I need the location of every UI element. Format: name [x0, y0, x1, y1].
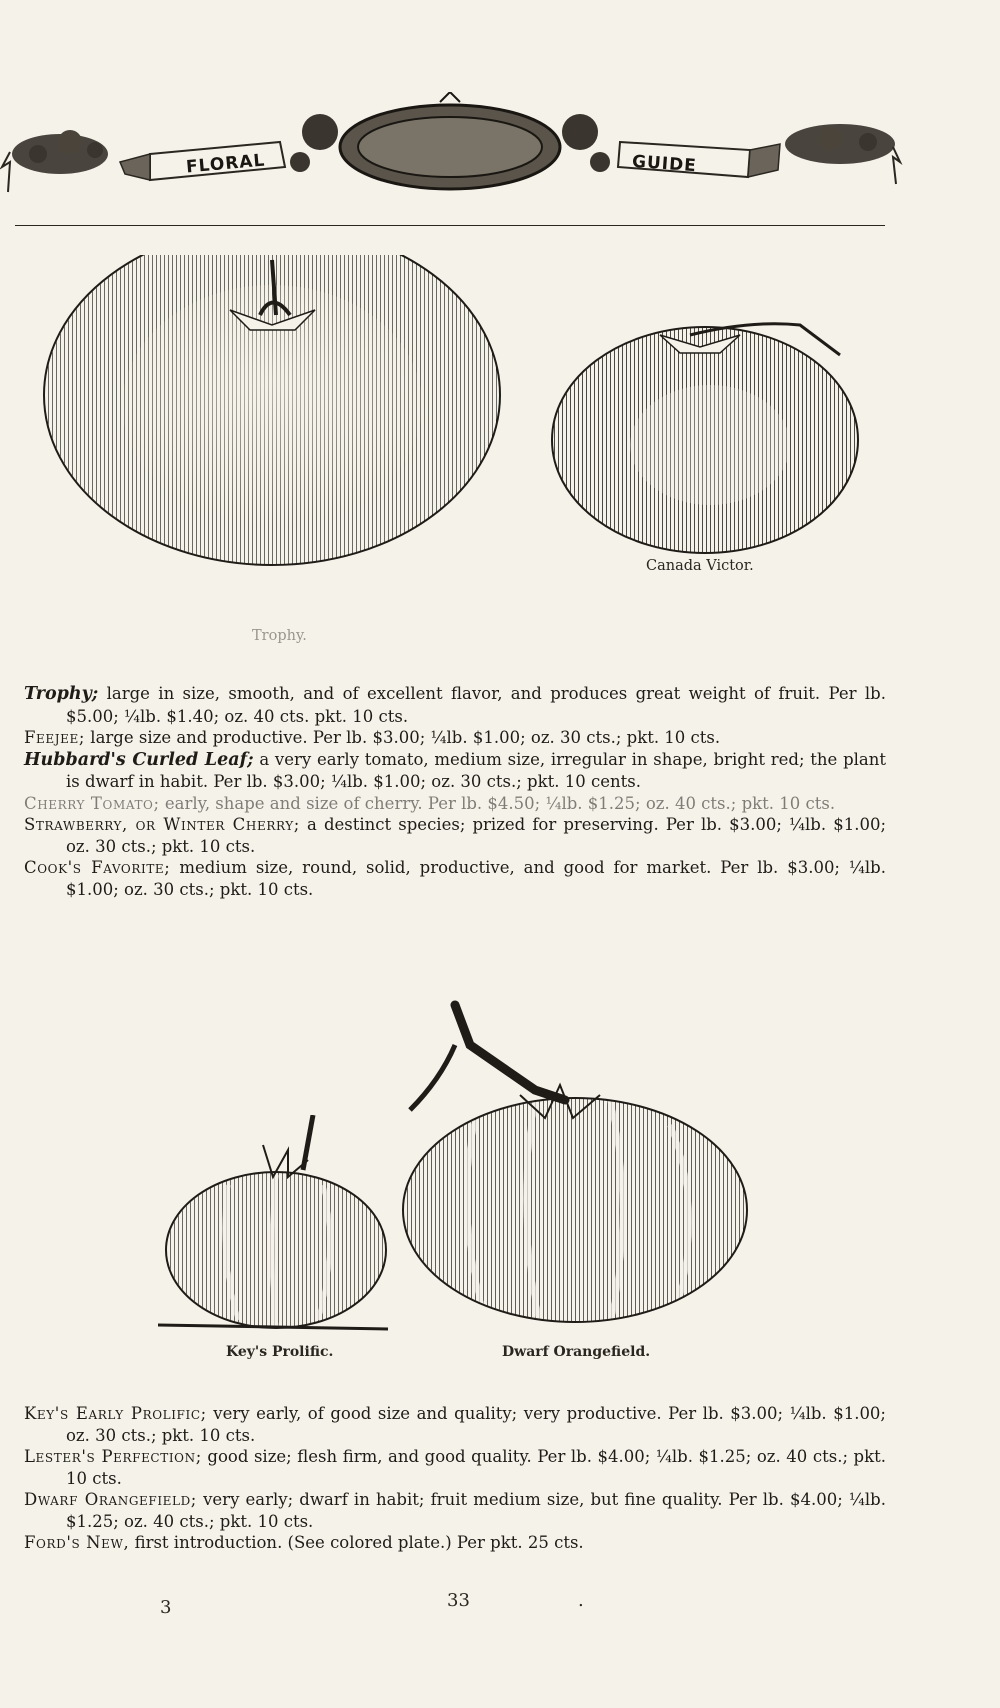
- entry-name: Feejee;: [24, 728, 86, 747]
- entry-name: Ford's New,: [24, 1533, 130, 1552]
- canada-victor-caption: Canada Victor.: [646, 558, 754, 574]
- entry-name: Cook's Favorite;: [24, 858, 171, 877]
- trophy-tomato-image: [40, 255, 510, 630]
- entry-text: very early, of good size and quality; very productive. Per lb. $3.00; ¼lb. $1.00; oz. 30 cts.; pkt. 10 cts.: [66, 1404, 886, 1445]
- dwarf-orangefield-caption: Dwarf Orangefield.: [502, 1344, 651, 1360]
- entry-text: a destinct species; prized for preserving. Per lb. $3.00; ¼lb. $1.00; oz. 30 cts.; pkt. 10 cts.: [66, 815, 887, 856]
- keys-prolific-tomato-image: [158, 1115, 393, 1335]
- keys-prolific-caption: Key's Prolific.: [226, 1344, 334, 1360]
- footer-dot: .: [578, 1590, 584, 1611]
- entry-feejee: [24, 727, 886, 749]
- banner-ornament: [0, 92, 905, 222]
- entry-name: Hubbard's Curled Leaf;: [24, 749, 254, 770]
- entry-name: Cherry Tomato;: [24, 793, 160, 813]
- trophy-caption: Trophy.: [252, 628, 307, 644]
- entry-fords-new: [24, 1532, 886, 1554]
- entry-cooks-favorite: [24, 857, 886, 900]
- entry-text: large in size, smooth, and of excellent flavor, and produces great weight of fruit. Per lb. $5.00; ¼lb. $1.40; oz. 40 cts. pkt. 10 cts.: [66, 684, 886, 726]
- page-number: 33: [447, 1590, 470, 1611]
- floral-guide-banner: [0, 92, 905, 222]
- entry-dwarf-orangefield: [24, 1489, 886, 1532]
- entry-hubbards-curled-leaf: [24, 749, 886, 793]
- entry-text: early, shape and size of cherry. Per lb. $4.50; ¼lb. $1.25; oz. 40 cts.; pkt. 10 cts.: [159, 793, 836, 813]
- entry-text: large size and productive. Per lb. $3.00; ¼lb. $1.00; oz. 30 cts.; pkt. 10 cts.: [85, 728, 721, 747]
- entry-strawberry-winter-cherry: [24, 814, 886, 857]
- entry-text: first introduction. (See colored plate.) Per pkt. 25 cts.: [129, 1533, 584, 1552]
- entry-name: Strawberry, or Winter Cherry;: [24, 815, 300, 834]
- tomato-varieties-list-bottom: [24, 1403, 886, 1554]
- banner-right-word: GUIDE: [631, 151, 698, 177]
- entry-lesters-perfection: [24, 1446, 886, 1489]
- entry-name: Trophy;: [24, 684, 99, 704]
- entry-name: Dwarf Orangefield;: [24, 1490, 197, 1509]
- entry-cherry-tomato: [24, 793, 886, 815]
- entry-name: Lester's Perfection;: [24, 1447, 202, 1466]
- entry-text: very early; dwarf in habit; fruit medium size, but fine quality. Per lb. $4.00; ¼lb. $1.25; oz. 40 cts.; pkt. 10 cts.: [66, 1490, 886, 1531]
- entry-text: good size; flesh firm, and good quality. Per lb. $4.00; ¼lb. $1.25; oz. 40 cts.; pkt. 10 cts.: [66, 1447, 886, 1488]
- signature-mark: 3: [160, 1597, 172, 1618]
- entry-text: medium size, round, solid, productive, and good for market. Per lb. $3.00; ¼lb. $1.00; oz. 30 cts.; pkt. 10 cts.: [66, 858, 886, 899]
- dwarf-orangefield-tomato-image: [395, 1000, 750, 1330]
- banner-left-word: FLORAL: [185, 150, 267, 178]
- header-rule: [15, 225, 885, 226]
- entry-name: Key's Early Prolific;: [24, 1404, 207, 1423]
- canada-victor-tomato-image: [550, 315, 860, 560]
- entry-trophy: [24, 683, 886, 727]
- entry-keys-early-prolific: [24, 1403, 886, 1446]
- entry-text: a very early tomato, medium size, irregular in shape, bright red; the plant is dwarf in habit. Per lb. $3.00; ¼lb. $1.00; oz. 30 cts.; pkt. 10 cents.: [66, 749, 886, 791]
- tomato-varieties-list-top: [24, 683, 886, 900]
